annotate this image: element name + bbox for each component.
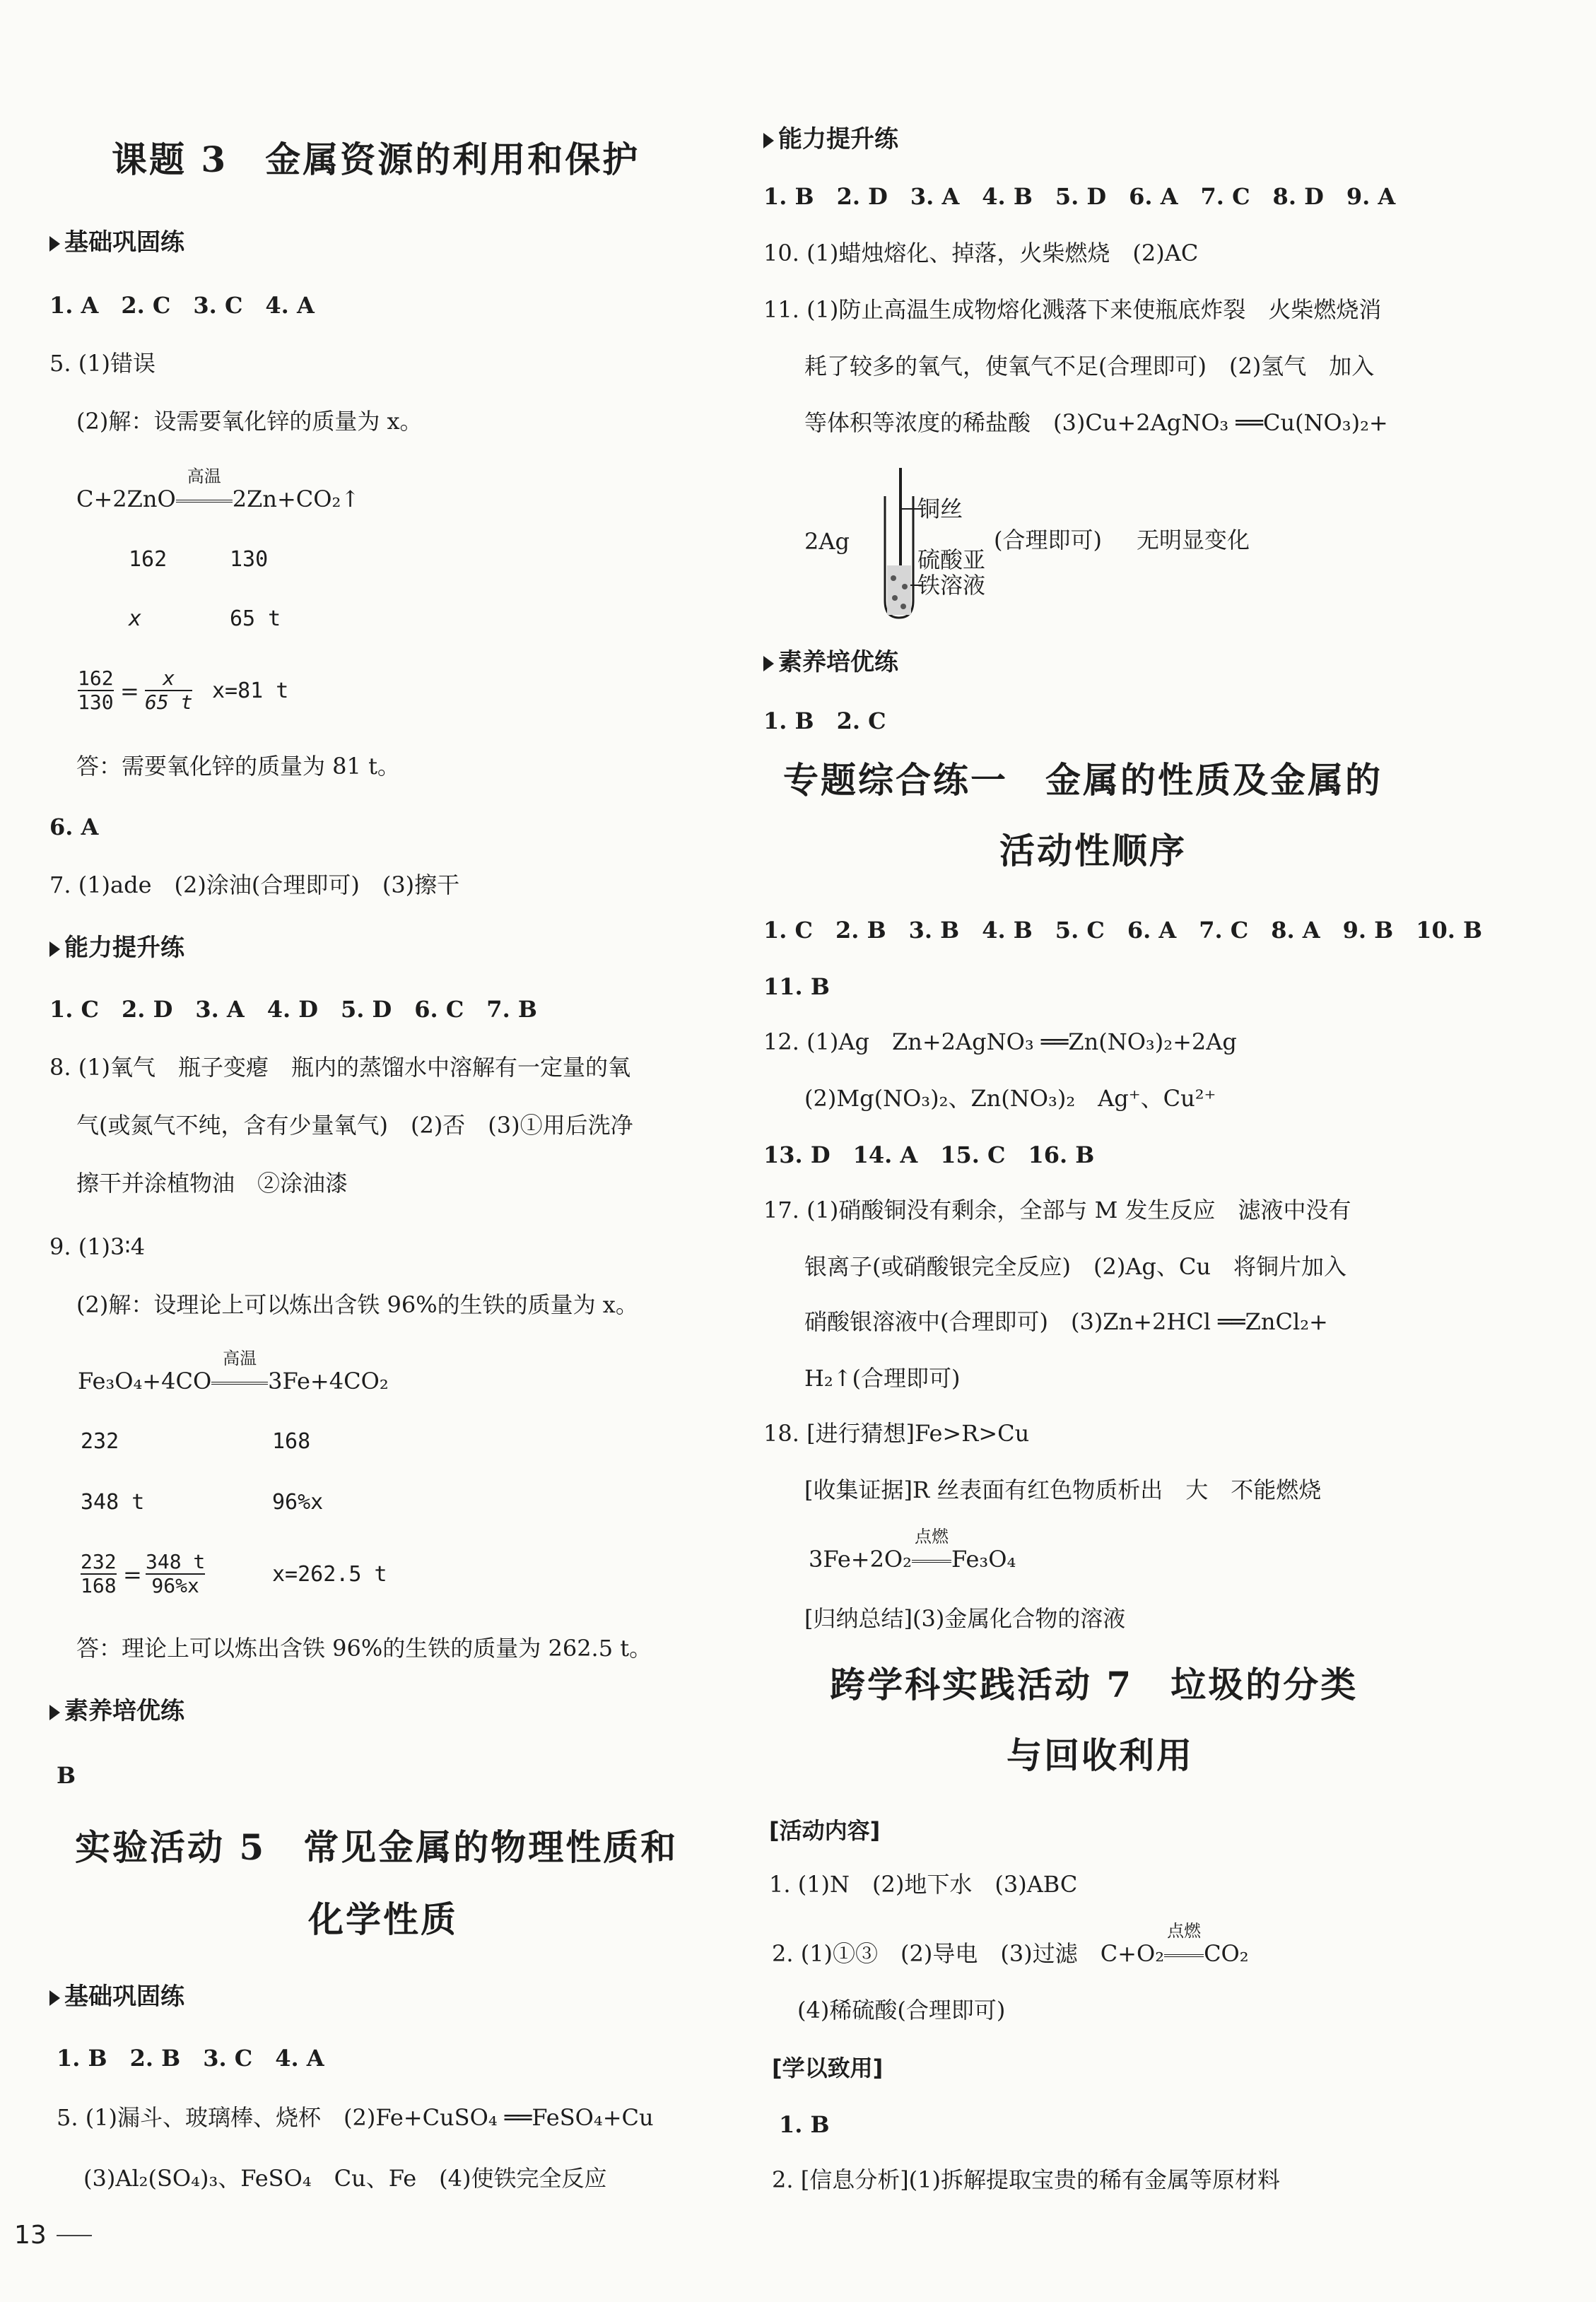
mass-variable: x — [129, 606, 142, 631]
result: x=262.5 t — [272, 1562, 387, 1587]
result: x=81 t — [212, 679, 289, 703]
fraction: 348 t 96%x — [146, 1550, 206, 1597]
subsection-heading: 能力提升练 — [763, 124, 898, 154]
answer-line: 擦干并涂植物油 ②涂油漆 — [76, 1170, 348, 1197]
answer-line: 1. (1)N (2)地下水 (3)ABC — [769, 1871, 1078, 1898]
subsection-heading: 素养培优练 — [49, 1696, 184, 1726]
subsection-heading: 素养培优练 — [763, 647, 898, 677]
answer-line: (2)解：设需要氧化锌的质量为 x。 — [76, 408, 423, 435]
answer-line: 13. D 14. A 15. C 16. B — [763, 1141, 1095, 1168]
answer-line: [归纳总结](3)金属化合物的溶液 — [804, 1605, 1126, 1632]
section-title: 与回收利用 — [1007, 1734, 1194, 1776]
answer-line: 1. B 2. B 3. C 4. A — [57, 2045, 324, 2072]
section-title: 跨学科实践活动 7 垃圾的分类 — [830, 1664, 1359, 1705]
figure-label: 铜丝 — [917, 495, 963, 522]
answer-line: (3)Al₂(SO₄)₃、FeSO₄ Cu、Fe (4)使铁完全反应 — [83, 2165, 607, 2192]
answer-line: [收集证据]R 丝表面有红色物质析出 大 不能燃烧 — [804, 1476, 1322, 1503]
answer-line: 17. (1)硝酸铜没有剩余，全部与 M 发生反应 滤液中没有 — [763, 1197, 1351, 1223]
answer-line: 2. [信息分析](1)拆解提取宝贵的稀有金属等原材料 — [772, 2166, 1281, 2193]
chemical-equation: C+2ZnO 高温 2Zn+CO₂↑ — [76, 466, 360, 512]
subsection-heading: 能力提升练 — [49, 933, 184, 963]
fraction: x 65 t — [145, 666, 193, 714]
mass-value: 65 t — [230, 606, 281, 631]
triangle-icon — [763, 133, 774, 148]
page-number-dash — [57, 2235, 92, 2236]
answer-line: 6. A — [49, 814, 99, 840]
subsection-heading: 基础巩固练 — [49, 1982, 184, 2012]
figure-label: 铁溶液 — [917, 572, 986, 599]
answer-line: 18. [进行猜想]Fe>R>Cu — [763, 1420, 1030, 1447]
answer-line: 5. (1)错误 — [49, 350, 156, 377]
triangle-icon — [49, 1990, 60, 2006]
fraction: 232 168 — [81, 1550, 117, 1597]
answer-line: 1. C 2. B 3. B 4. B 5. C 6. A 7. C 8. A 9. B 10. B — [763, 917, 1483, 944]
chemical-equation: Fe₃O₄+4CO 高温 3Fe+4CO₂ — [78, 1349, 389, 1394]
equals-sign: = — [123, 1561, 142, 1588]
answer-line: 5. (1)漏斗、玻璃棒、烧杯 (2)Fe+CuSO₄ ══FeSO₄+Cu — [57, 2104, 654, 2131]
answer-line: B — [57, 1762, 76, 1789]
triangle-icon — [49, 1705, 60, 1720]
triangle-icon — [763, 656, 774, 671]
answer-line: 7. (1)ade (2)涂油(合理即可) (3)擦干 — [49, 871, 460, 898]
mass-variable: 96%x — [272, 1490, 324, 1515]
answer-line: (2)解：设理论上可以炼出含铁 96%的生铁的质量为 x。 — [76, 1291, 638, 1318]
answer-line: 1. C 2. D 3. A 4. D 5. D 6. C 7. B — [49, 996, 537, 1023]
answer-line: 1. B 2. D 3. A 4. B 5. D 6. A 7. C 8. D 9. A — [763, 183, 1396, 210]
answer-text: 无明显变化 — [1137, 527, 1250, 553]
answer-line: 耗了较多的氧气，使氧气不足(合理即可) (2)氢气 加入 — [804, 353, 1375, 380]
page-number: 13 — [14, 2221, 47, 2250]
answer-line: 等体积等浓度的稀盐酸 (3)Cu+2AgNO₃ ══Cu(NO₃)₂+ — [804, 409, 1388, 436]
answer-line: 10. (1)蜡烛熔化、掉落，火柴燃烧 (2)AC — [763, 240, 1199, 266]
answer-line: 11. B — [763, 973, 830, 1000]
answer-line: (2)Mg(NO₃)₂、Zn(NO₃)₂ Ag⁺、Cu²⁺ — [804, 1085, 1216, 1112]
section-title: 课题 3 金属资源的利用和保护 — [112, 139, 640, 180]
answer-line: 1. B — [779, 2111, 830, 2138]
activity-heading: [活动内容] — [769, 1817, 881, 1844]
answer-line: 11. (1)防止高温生成物熔化溅落下来使瓶底炸裂 火柴燃烧消 — [763, 296, 1382, 323]
figure-label: 硫酸亚 — [917, 546, 986, 573]
answer-text: 2Ag — [804, 528, 850, 555]
activity-heading: [学以致用] — [772, 2055, 884, 2081]
chemical-equation: 3Fe+2O₂ 点燃 Fe₃O₄ — [809, 1527, 1016, 1573]
answer-line: (4)稀硫酸(合理即可) — [797, 1997, 1006, 2024]
chemical-equation: 2. (1)①③ (2)导电 (3)过滤 C+O₂ 点燃 CO₂ — [772, 1921, 1249, 1967]
answer-line: 答：理论上可以炼出含铁 96%的生铁的质量为 262.5 t。 — [76, 1635, 652, 1662]
section-title: 专题综合练一 金属的性质及金属的 — [783, 759, 1383, 801]
answer-line: 9. (1)3∶4 — [49, 1233, 146, 1260]
answer-line: 12. (1)Ag Zn+2AgNO₃ ══Zn(NO₃)₂+2Ag — [763, 1028, 1237, 1055]
section-title: 活动性顺序 — [999, 830, 1187, 871]
mass-value: 348 t — [81, 1490, 145, 1515]
answer-line: 气(或氮气不纯，含有少量氧气) (2)否 (3)①用后洗净 — [76, 1112, 633, 1139]
answer-line: 1. B 2. C — [763, 707, 886, 734]
triangle-icon — [49, 941, 60, 957]
fraction: 162 130 — [78, 666, 114, 714]
molar-mass: 130 — [230, 547, 269, 572]
answer-line: 答：需要氧化锌的质量为 81 t。 — [76, 753, 400, 780]
answer-line: 8. (1)氧气 瓶子变瘪 瓶内的蒸馏水中溶解有一定量的氧 — [49, 1054, 631, 1081]
molar-mass: 162 — [129, 547, 168, 572]
answer-line: 银离子(或硝酸银完全反应) (2)Ag、Cu 将铜片加入 — [804, 1253, 1346, 1280]
solution — [887, 565, 911, 615]
molar-mass: 232 — [81, 1429, 119, 1454]
molar-mass: 168 — [272, 1429, 311, 1454]
answer-text: (合理即可) — [994, 527, 1102, 553]
triangle-icon — [49, 236, 60, 252]
answer-line: 硝酸银溶液中(合理即可) (3)Zn+2HCl ══ZnCl₂+ — [804, 1308, 1328, 1335]
subsection-heading: 基础巩固练 — [49, 228, 184, 257]
answer-line: H₂↑(合理即可) — [804, 1365, 961, 1392]
section-title: 实验活动 5 常见金属的物理性质和 — [75, 1826, 679, 1868]
section-title: 化学性质 — [308, 1898, 458, 1940]
equals-sign: = — [120, 678, 139, 705]
answer-line: 1. A 2. C 3. C 4. A — [49, 292, 315, 319]
